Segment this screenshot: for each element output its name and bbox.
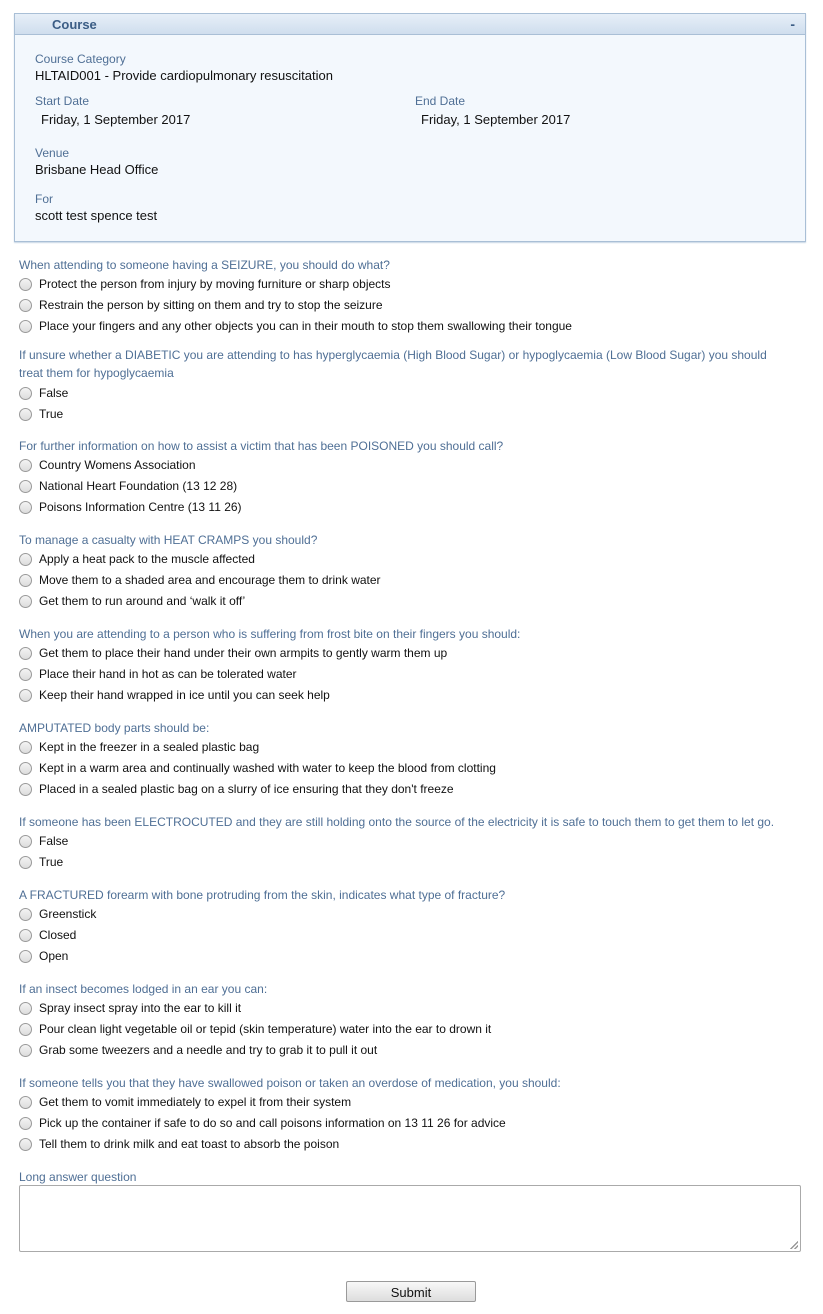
radio-button[interactable]: [19, 950, 32, 963]
radio-button[interactable]: [19, 762, 32, 775]
answer-option-label[interactable]: Greenstick: [39, 907, 97, 921]
answer-option-label[interactable]: False: [39, 834, 69, 848]
answer-option-label[interactable]: False: [39, 386, 69, 400]
answer-option-label[interactable]: Keep their hand wrapped in ice until you can seek help: [39, 688, 330, 702]
answer-option[interactable]: [19, 782, 809, 803]
question-text: AMPUTATED body parts should be:: [19, 721, 210, 735]
radio-button[interactable]: [19, 459, 32, 472]
question-block: [19, 256, 809, 340]
answer-option-label[interactable]: Pick up the container if safe to do so and call poisons information on 13 11 26 for advice: [39, 1116, 506, 1130]
question-text: If someone tells you that they have swallowed poison or taken an overdose of medication, you should:: [19, 1076, 561, 1090]
question-block: [19, 813, 809, 876]
answer-option-label[interactable]: Move them to a shaded area and encourage them to drink water: [39, 573, 381, 587]
radio-button[interactable]: [19, 1138, 32, 1151]
answer-option[interactable]: [19, 277, 809, 298]
answer-option-label[interactable]: Restrain the person by sitting on them and try to stop the seizure: [39, 298, 383, 312]
radio-button[interactable]: [19, 689, 32, 702]
question-text: If an insect becomes lodged in an ear you can:: [19, 982, 268, 996]
radio-button[interactable]: [19, 1044, 32, 1057]
question-block: [19, 437, 809, 521]
radio-button[interactable]: [19, 299, 32, 312]
question-text: To manage a casualty with HEAT CRAMPS you should?: [19, 533, 318, 547]
answer-option[interactable]: [19, 907, 809, 928]
radio-button[interactable]: [19, 278, 32, 291]
answer-option[interactable]: [19, 458, 809, 479]
answer-option[interactable]: [19, 1043, 809, 1064]
answer-option[interactable]: [19, 928, 809, 949]
start-date-value: Friday, 1 September 2017: [41, 112, 191, 127]
radio-button[interactable]: [19, 501, 32, 514]
answer-option-label[interactable]: Country Womens Association: [39, 458, 196, 472]
long-answer-textarea[interactable]: [19, 1185, 801, 1252]
radio-button[interactable]: [19, 783, 32, 796]
course-category-value: HLTAID001 - Provide cardiopulmonary resuscitation: [35, 68, 333, 83]
radio-button[interactable]: [19, 647, 32, 660]
radio-button[interactable]: [19, 1002, 32, 1015]
radio-button[interactable]: [19, 908, 32, 921]
answer-option-label[interactable]: Poisons Information Centre (13 11 26): [39, 500, 242, 514]
radio-button[interactable]: [19, 595, 32, 608]
question-text: If someone has been ELECTROCUTED and they are still holding onto the source of the electricity it is safe to touch them to get them to let go.: [19, 815, 775, 829]
answer-option-label[interactable]: National Heart Foundation (13 12 28): [39, 479, 238, 493]
radio-button[interactable]: [19, 1023, 32, 1036]
answer-option[interactable]: [19, 855, 809, 876]
answer-option[interactable]: [19, 594, 809, 615]
answer-option[interactable]: [19, 386, 789, 407]
question-text: A FRACTURED forearm with bone protruding from the skin, indicates what type of fracture?: [19, 888, 506, 902]
radio-button[interactable]: [19, 856, 32, 869]
submit-button[interactable]: Submit: [346, 1281, 476, 1302]
answer-option[interactable]: [19, 740, 809, 761]
answer-option-label[interactable]: Spray insect spray into the ear to kill it: [39, 1001, 242, 1015]
resize-grip-icon[interactable]: [790, 1241, 798, 1249]
for-value: scott test spence test: [35, 208, 158, 223]
answer-option[interactable]: [19, 319, 809, 340]
radio-button[interactable]: [19, 741, 32, 754]
course-category-label: Course Category: [35, 52, 126, 66]
answer-option[interactable]: [19, 1116, 809, 1137]
question-block: [19, 886, 809, 970]
end-date-label: End Date: [415, 94, 466, 108]
course-panel-header[interactable]: [15, 14, 805, 35]
radio-button[interactable]: [19, 553, 32, 566]
answer-option-label[interactable]: Closed: [39, 928, 77, 942]
question-block: [19, 625, 809, 709]
answer-option-label[interactable]: Kept in the freezer in a sealed plastic bag: [39, 740, 260, 754]
venue-label: Venue: [35, 146, 70, 160]
answer-option-label[interactable]: Apply a heat pack to the muscle affected: [39, 552, 255, 566]
radio-button[interactable]: [19, 480, 32, 493]
radio-button[interactable]: [19, 320, 32, 333]
question-block: [19, 719, 809, 803]
end-date-value: Friday, 1 September 2017: [421, 112, 571, 127]
answer-option-label[interactable]: Pour clean light vegetable oil or tepid (skin temperature) water into the ear to drown it: [39, 1022, 492, 1036]
answer-option[interactable]: [19, 573, 809, 594]
answer-option-label[interactable]: Open: [39, 949, 69, 963]
radio-button[interactable]: [19, 408, 32, 421]
answer-option-label[interactable]: Placed in a sealed plastic bag on a slurry of ice ensuring that they don't freeze: [39, 782, 454, 796]
course-panel: [14, 13, 806, 242]
answer-option[interactable]: [19, 834, 809, 855]
answer-option-label[interactable]: Place their hand in hot as can be tolerated water: [39, 667, 297, 681]
answer-option-label[interactable]: Protect the person from injury by moving furniture or sharp objects: [39, 277, 391, 291]
question-text: If unsure whether a DIABETIC you are attending to has hyperglycaemia (High Blood Sugar) or hypoglycaemia (Low Blood Sugar) you should treat them for hypoglycaemia: [19, 348, 767, 380]
radio-button[interactable]: [19, 1117, 32, 1130]
question-block: [19, 1074, 809, 1158]
answer-option-label[interactable]: Grab some tweezers and a needle and try to grab it to pull it out: [39, 1043, 378, 1057]
radio-button[interactable]: [19, 574, 32, 587]
answer-option-label[interactable]: Get them to place their hand under their own armpits to gently warm them up: [39, 646, 448, 660]
answer-option[interactable]: [19, 407, 789, 428]
answer-option[interactable]: [19, 688, 809, 709]
question-block: [19, 531, 809, 615]
venue-value: Brisbane Head Office: [35, 162, 159, 177]
answer-option-label[interactable]: Place your fingers and any other objects you can in their mouth to stop them swallowing their tongue: [39, 319, 572, 333]
start-date-label: Start Date: [35, 94, 90, 108]
answer-option[interactable]: [19, 1001, 809, 1022]
radio-button[interactable]: [19, 1096, 32, 1109]
answer-option[interactable]: [19, 552, 809, 573]
radio-button[interactable]: [19, 668, 32, 681]
answer-option-label[interactable]: Get them to vomit immediately to expel it from their system: [39, 1095, 352, 1109]
answer-option-label[interactable]: Get them to run around and ‘walk it off’: [39, 594, 246, 608]
answer-option[interactable]: [19, 761, 809, 782]
radio-button[interactable]: [19, 835, 32, 848]
question-block: [19, 346, 789, 428]
answer-option[interactable]: [19, 298, 809, 319]
answer-option[interactable]: [19, 1137, 809, 1158]
answer-option-label[interactable]: True: [39, 855, 64, 869]
long-answer-label: Long answer question: [19, 1170, 137, 1184]
question-text: For further information on how to assist a victim that has been POISONED you should call?: [19, 439, 504, 453]
collapse-icon[interactable]: -: [790, 16, 795, 32]
radio-button[interactable]: [19, 387, 32, 400]
answer-option[interactable]: [19, 646, 809, 667]
question-block: [19, 980, 809, 1064]
for-label: For: [35, 192, 53, 206]
answer-option[interactable]: [19, 667, 809, 688]
answer-option-label[interactable]: Tell them to drink milk and eat toast to absorb the poison: [39, 1137, 340, 1151]
question-text: When attending to someone having a SEIZURE, you should do what?: [19, 258, 390, 272]
answer-option-label[interactable]: True: [39, 407, 64, 421]
answer-option-label[interactable]: Kept in a warm area and continually washed with water to keep the blood from clotting: [39, 761, 496, 775]
question-text: When you are attending to a person who is suffering from frost bite on their fingers you should:: [19, 627, 521, 641]
course-panel-title: Course: [52, 17, 97, 32]
radio-button[interactable]: [19, 929, 32, 942]
answer-option[interactable]: [19, 1095, 809, 1116]
answer-option[interactable]: [19, 949, 809, 970]
answer-option[interactable]: [19, 500, 809, 521]
answer-option[interactable]: [19, 479, 809, 500]
answer-option[interactable]: [19, 1022, 809, 1043]
